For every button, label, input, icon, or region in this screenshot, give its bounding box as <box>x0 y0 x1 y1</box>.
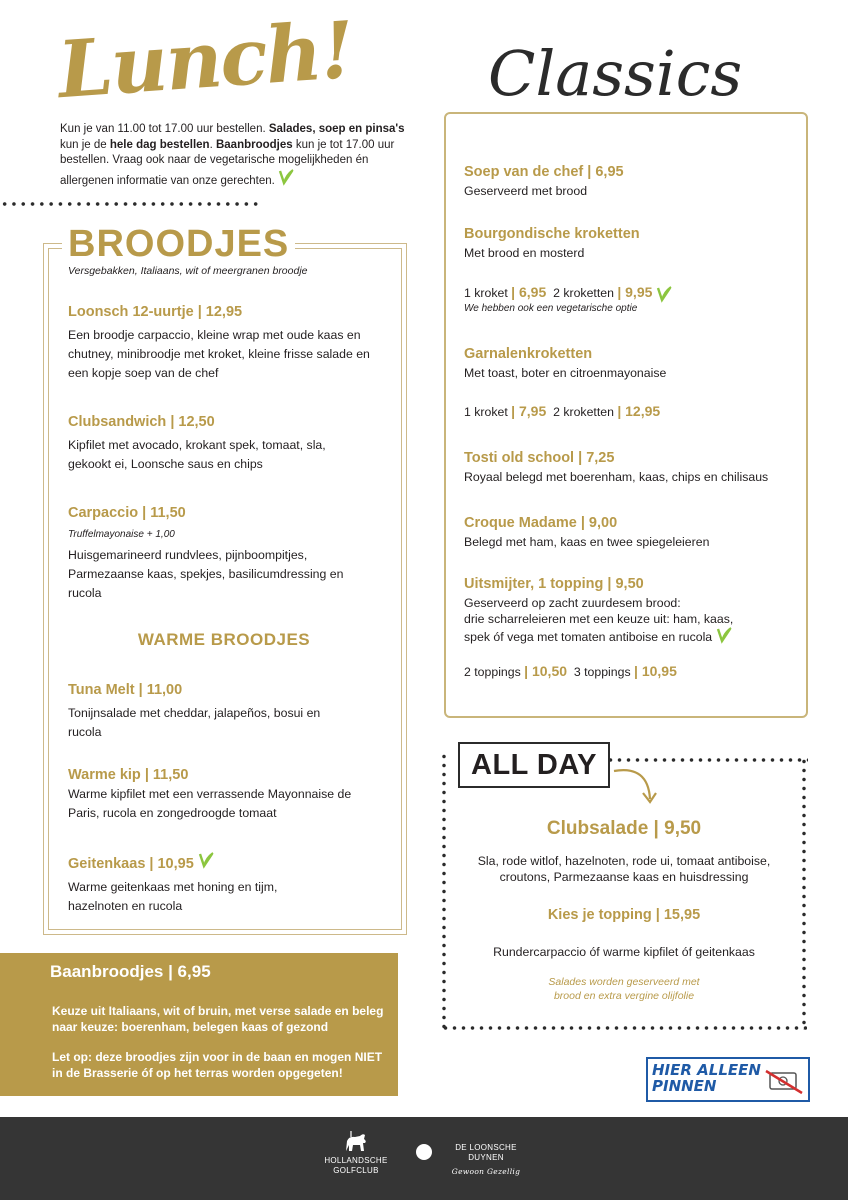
lunch-title: Lunch! <box>55 4 356 117</box>
no-cash-icon <box>764 1069 804 1095</box>
lion-icon <box>343 1131 369 1153</box>
salade-note: Salades worden geserveerd met brood en extra vergine olijfolie <box>548 976 700 1002</box>
topping-title: Kies je topping | 15,95 <box>547 907 701 923</box>
clubsalade-title: Clubsalade | 9,50 <box>546 818 702 839</box>
clubsalade-desc: Sla, rode witlof, hazelnoten, rode ui, tomaat antiboise, croutons, Parmezaanse kaas en huisdressing <box>477 854 771 884</box>
allday-title: ALL DAY <box>458 742 610 788</box>
footer-separator-dot <box>416 1144 432 1160</box>
baanbroodjes-warning: Let op: deze broodjes zijn voor in de baan en mogen NIET in de Brasserie óf op het terras worden opgegeten! <box>52 1050 383 1080</box>
leaf-icon <box>656 286 672 306</box>
classics-title: Classics <box>480 40 750 108</box>
menu-item: Soep van de chef | 6,95 Geserveerd met brood <box>464 164 624 198</box>
price-line: 2 toppings | 10,50 3 toppings | 10,95 <box>464 663 677 679</box>
menu-item: Clubsandwich | 12,50 Kipfilet met avocado, krokant spek, tomaat, sla, gekookt ei, Loonsche saus en chips <box>68 414 326 471</box>
broodjes-subtitle: Versgebakken, Italiaans, wit of meergranen broodje <box>68 265 308 277</box>
pin-only-sign: HIER ALLEEN PINNEN <box>646 1057 810 1102</box>
menu-item: Warme kip | 11,50 Warme kipfilet met een verrassende Mayonnaise de Paris, rucola en zongedroogde tomaat <box>68 767 352 820</box>
baanbroodjes-text: Keuze uit Italiaans, wit of bruin, met verse salade en beleg naar keuze: boerenham, belegen kaas of gezond <box>52 1004 384 1034</box>
menu-item: Tosti old school | 7,25 Royaal belegd met boerenham, kaas, chips en chilisaus <box>464 450 769 484</box>
vegetarian-note: We hebben ook een vegetarische optie <box>464 303 638 314</box>
leaf-icon <box>716 627 732 647</box>
price-line: 1 kroket | 6,95 2 kroketten | 9,95 <box>464 284 672 306</box>
menu-item: Garnalenkroketten Met toast, boter en citroenmayonaise <box>464 346 667 380</box>
menu-item: Bourgondische kroketten Met brood en mosterd <box>464 226 640 260</box>
warme-broodjes-title: WARME BROODJES <box>137 630 311 649</box>
loonsche-duynen-logo: DE LOONSCHE DUYNEN Gewoon Gezellig <box>451 1143 521 1176</box>
dotted-divider <box>0 200 262 208</box>
price-line: 1 kroket | 7,95 2 kroketten | 12,95 <box>464 403 661 419</box>
broodjes-title: BROODJES <box>62 222 295 266</box>
menu-item: Loonsch 12-uurtje | 12,95 Een broodje carpaccio, kleine wrap met oude kaas en chutney, minibroodje met kroket, kleine frisse salade en een kopje soep van de chef <box>68 304 370 380</box>
menu-item: Uitsmijter, 1 topping | 9,50 Geserveerd op zacht zuurdesem brood: drie scharreleieren met een keuze uit: ham, kaas, spek óf vega met tomaten antiboise en rucola <box>464 576 733 647</box>
topping-desc: Rundercarpaccio óf warme kipfilet óf geitenkaas <box>493 945 755 959</box>
leaf-icon <box>278 169 294 189</box>
menu-item: Croque Madame | 9,00 Belegd met ham, kaas en twee spiegeleieren <box>464 515 710 549</box>
menu-item: Geitenkaas | 10,95 Warme geitenkaas met honing en tijm, hazelnoten en rucola <box>68 852 328 916</box>
dotted-border-top <box>606 757 808 763</box>
baanbroodjes-title: Baanbroodjes | 6,95 <box>50 962 211 981</box>
arrow-icon <box>612 765 662 807</box>
menu-item: Tuna Melt | 11,00 Tonijnsalade met cheddar, jalapeños, bosui en rucola <box>68 682 321 739</box>
hollandsche-golfclub-logo: HOLLANDSCHE GOLFCLUB <box>316 1131 396 1176</box>
lunch-intro: Kun je van 11.00 tot 17.00 uur bestellen. Salades, soep en pinsa's kun je de hele dag bestellen. Baanbroodjes kun je tot 17.00 uur bestellen. Vraag ook naar de vegetarische mogelijkheden én allergenen informatie van onze gerechten. <box>60 123 405 187</box>
dotted-border-bottom <box>441 1025 807 1031</box>
leaf-icon <box>198 852 214 872</box>
menu-item: Carpaccio | 11,50 Truffelmayonaise + 1,00 Huisgemarineerd rundvlees, pijnboompitjes, Parmezaanse kaas, spekjes, basilicumdressing en rucola <box>68 505 344 600</box>
